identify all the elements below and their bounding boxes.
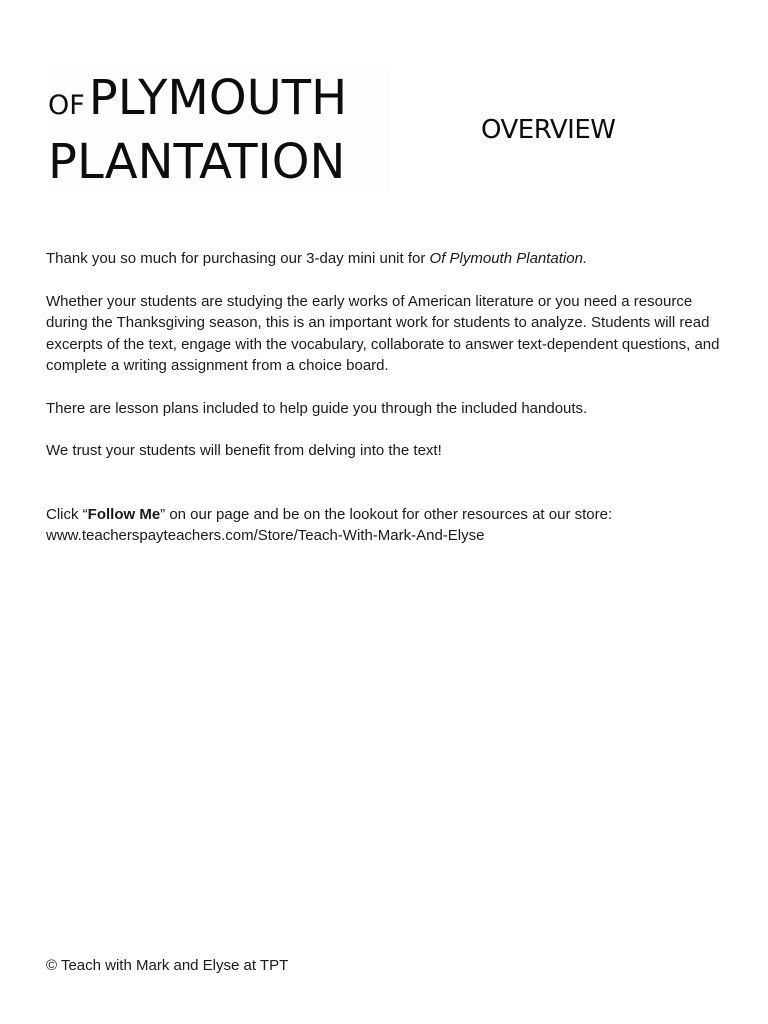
paragraph-lesson-plans: There are lesson plans included to help guide you through the included handouts. xyxy=(46,399,588,417)
follow-text-after: ” on our page and be on the lookout for other resources at our store: xyxy=(160,505,613,523)
document-body xyxy=(46,248,736,568)
follow-text-before: Click “ xyxy=(46,505,88,523)
follow-paragraph xyxy=(46,504,736,547)
intro-work-title: Of Plymouth Plantation. xyxy=(429,250,588,267)
intro-paragraph xyxy=(46,248,736,270)
section-heading: OVERVIEW xyxy=(481,115,616,145)
title-block xyxy=(48,68,390,192)
copyright-footer: © Teach with Mark and Elyse at TPT xyxy=(46,957,289,974)
title-line-1 xyxy=(48,70,348,126)
title-word-plymouth: PLYMOUTH xyxy=(88,70,348,126)
paragraph-closing: We trust your students will benefit from delving into the text! xyxy=(46,442,442,459)
title-prefix: OF xyxy=(48,90,85,121)
store-url-link[interactable]: www.teacherspayteachers.com/Store/Teach-With-Mark-And-Elyse xyxy=(46,527,485,544)
paragraph-description: Whether your students are studying the early works of American literature or you need a resource during the Thanksgiving season, this is an important work for students to analyze. Students will read excerpts of the text, engage with the vocabulary, collaborate to answer text-dependent questions, and complete a writing assignment from a choice board. xyxy=(46,292,720,374)
title-word-plantation: PLANTATION xyxy=(48,134,346,190)
intro-text: Thank you so much for purchasing our 3-day mini unit for xyxy=(46,250,430,267)
follow-me-label: Follow Me xyxy=(87,505,161,523)
